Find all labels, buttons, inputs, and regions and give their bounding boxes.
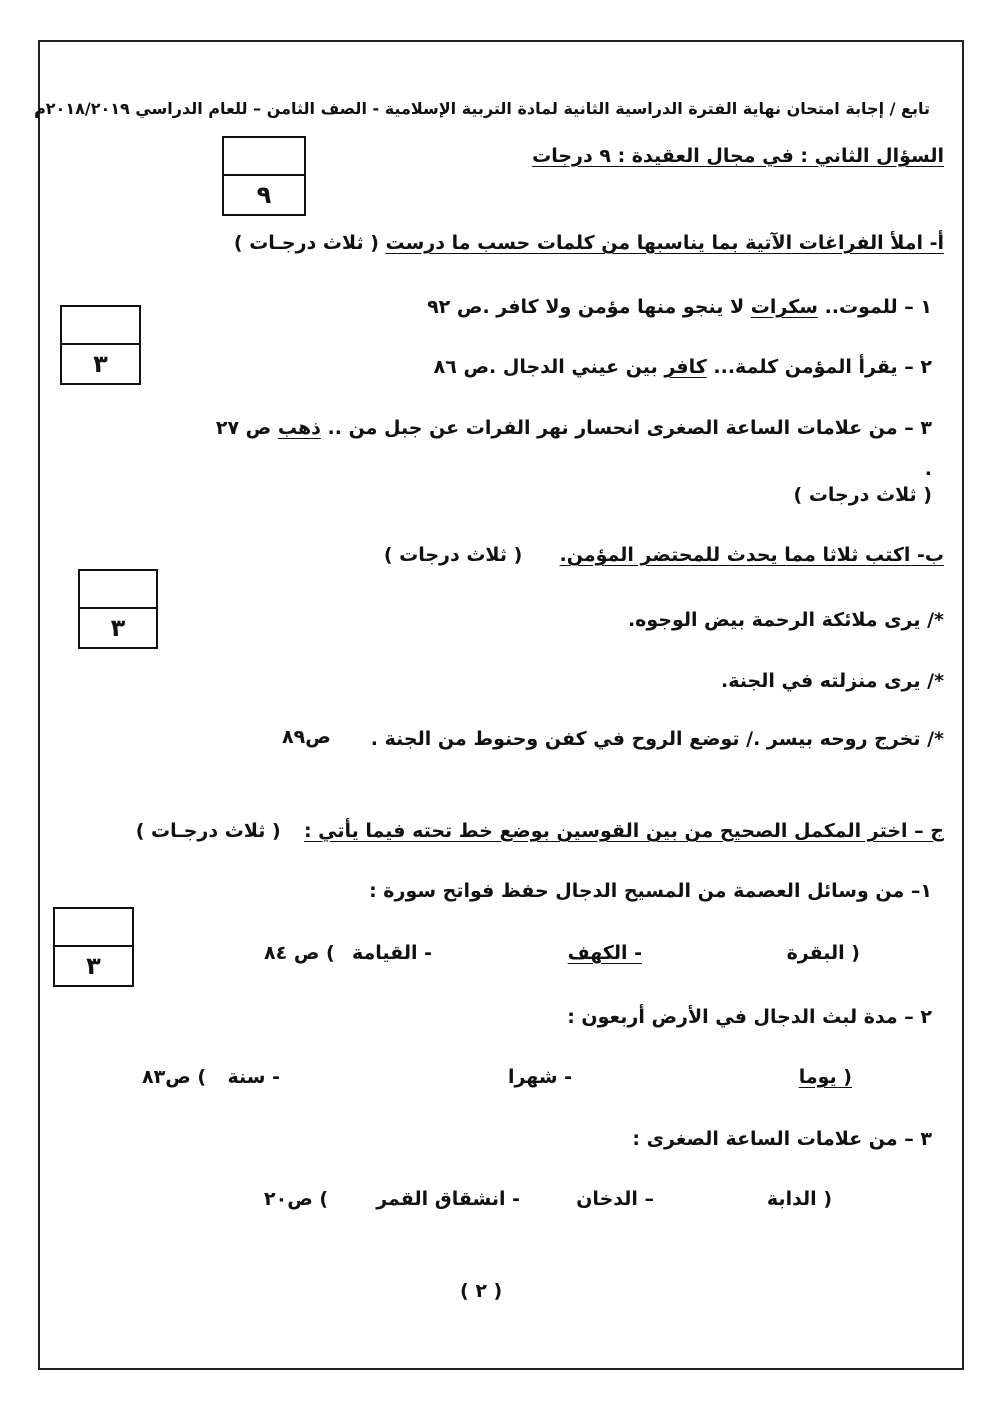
section-b-heading bbox=[384, 544, 944, 566]
section-b-item-3: */ تخرج روحه بيسر ./ توضع الروح في كفن وحنوط من الجنة . bbox=[370, 728, 944, 750]
q3-close: ) ص٢٠ bbox=[264, 1188, 329, 1210]
answer: ذهب bbox=[277, 417, 321, 439]
section-b-marks: ( ثلاث درجات ) bbox=[383, 544, 523, 566]
answer: سكرات bbox=[750, 296, 818, 318]
q2-option-2: - شهرا bbox=[507, 1066, 572, 1088]
section-a-title: أ- املأ الفراغات الآتية بما يناسبها من كلمات حسب ما درست bbox=[385, 232, 944, 254]
section-c-q3-text: ٣ – من علامات الساعة الصغرى : bbox=[632, 1128, 932, 1150]
section-a-score: ٣ bbox=[93, 350, 108, 378]
question-title: السؤال الثاني : في مجال العقيدة : ٩ درجات bbox=[532, 145, 944, 167]
q2-option-3: - سنة bbox=[227, 1066, 280, 1088]
answer: كافر bbox=[664, 356, 707, 378]
section-c-title: ج – اختر المكمل الصحيح من بين القوسين بوضع خط تحته فيما يأتي : bbox=[303, 820, 944, 842]
q1-option-1: ( البقرة bbox=[786, 942, 860, 964]
total-score: ٩ bbox=[256, 181, 272, 209]
section-b-item-1: */ يرى ملائكة الرحمة بيض الوجوه. bbox=[627, 609, 944, 631]
page-number: ( ٢ ) bbox=[460, 1280, 503, 1302]
section-c-marks: ( ثلاث درجـات ) bbox=[135, 820, 281, 842]
total-score-box bbox=[222, 136, 306, 216]
section-a-score-box bbox=[60, 305, 141, 385]
q1-option-2-selected: - الكهف bbox=[567, 942, 642, 964]
q2-option-1-selected: ( يوما bbox=[798, 1066, 852, 1088]
section-c-score-box bbox=[53, 907, 134, 987]
section-a-extra-marks: ( ثلاث درجات ) bbox=[793, 484, 932, 506]
q3-option-1: ( الدابة bbox=[766, 1188, 832, 1210]
section-a-marks: ( ثلاث درجـات ) bbox=[233, 232, 379, 254]
section-b-score-box bbox=[78, 569, 158, 649]
section-c-q2-text: ٢ – مدة لبث الدجال في الأرض أربعون : bbox=[567, 1006, 932, 1028]
section-c-q1-text: ١– من وسائل العصمة من المسيح الدجال حفظ فواتح سورة : bbox=[369, 880, 932, 902]
exam-header: تابع / إجابة امتحان نهاية الفترة الدراسية الثانية لمادة التربية الإسلامية - الصف الثامن – للعام الدراسي ٢٠١٨/٢٠١٩م bbox=[34, 99, 930, 118]
section-a-item-3: ٣ – من علامات الساعة الصغرى انحسار نهر الفرات عن جبل من .. ذهب ص ٢٧ bbox=[215, 417, 932, 439]
section-b-title: ب- اكتب ثلاثا مما يحدث للمحتضر المؤمن. bbox=[559, 544, 944, 566]
q3-option-3: - انشقاق القمر bbox=[376, 1188, 520, 1210]
section-c-heading bbox=[136, 820, 944, 842]
q2-close: ) ص٨٣ bbox=[142, 1066, 207, 1088]
stray-dot: . bbox=[924, 458, 932, 480]
section-b-score: ٣ bbox=[110, 614, 126, 642]
section-b-item-2: */ يرى منزلته في الجنة. bbox=[721, 670, 944, 692]
section-a-heading bbox=[234, 232, 944, 254]
q3-option-2: – الدخان bbox=[576, 1188, 654, 1210]
section-c-score: ٣ bbox=[86, 952, 101, 980]
section-a-item-2: ٢ – يقرأ المؤمن كلمة... كافر بين عيني الدجال .ص ٨٦ bbox=[433, 356, 932, 378]
section-b-page-ref: ص٨٩ bbox=[282, 726, 331, 748]
q1-option-3: - القيامة bbox=[352, 942, 432, 964]
section-a-item-1: ١ – للموت.. سكرات لا ينجو منها مؤمن ولا كافر .ص ٩٢ bbox=[427, 296, 932, 318]
q1-close: ) ص ٨٤ bbox=[264, 942, 335, 964]
